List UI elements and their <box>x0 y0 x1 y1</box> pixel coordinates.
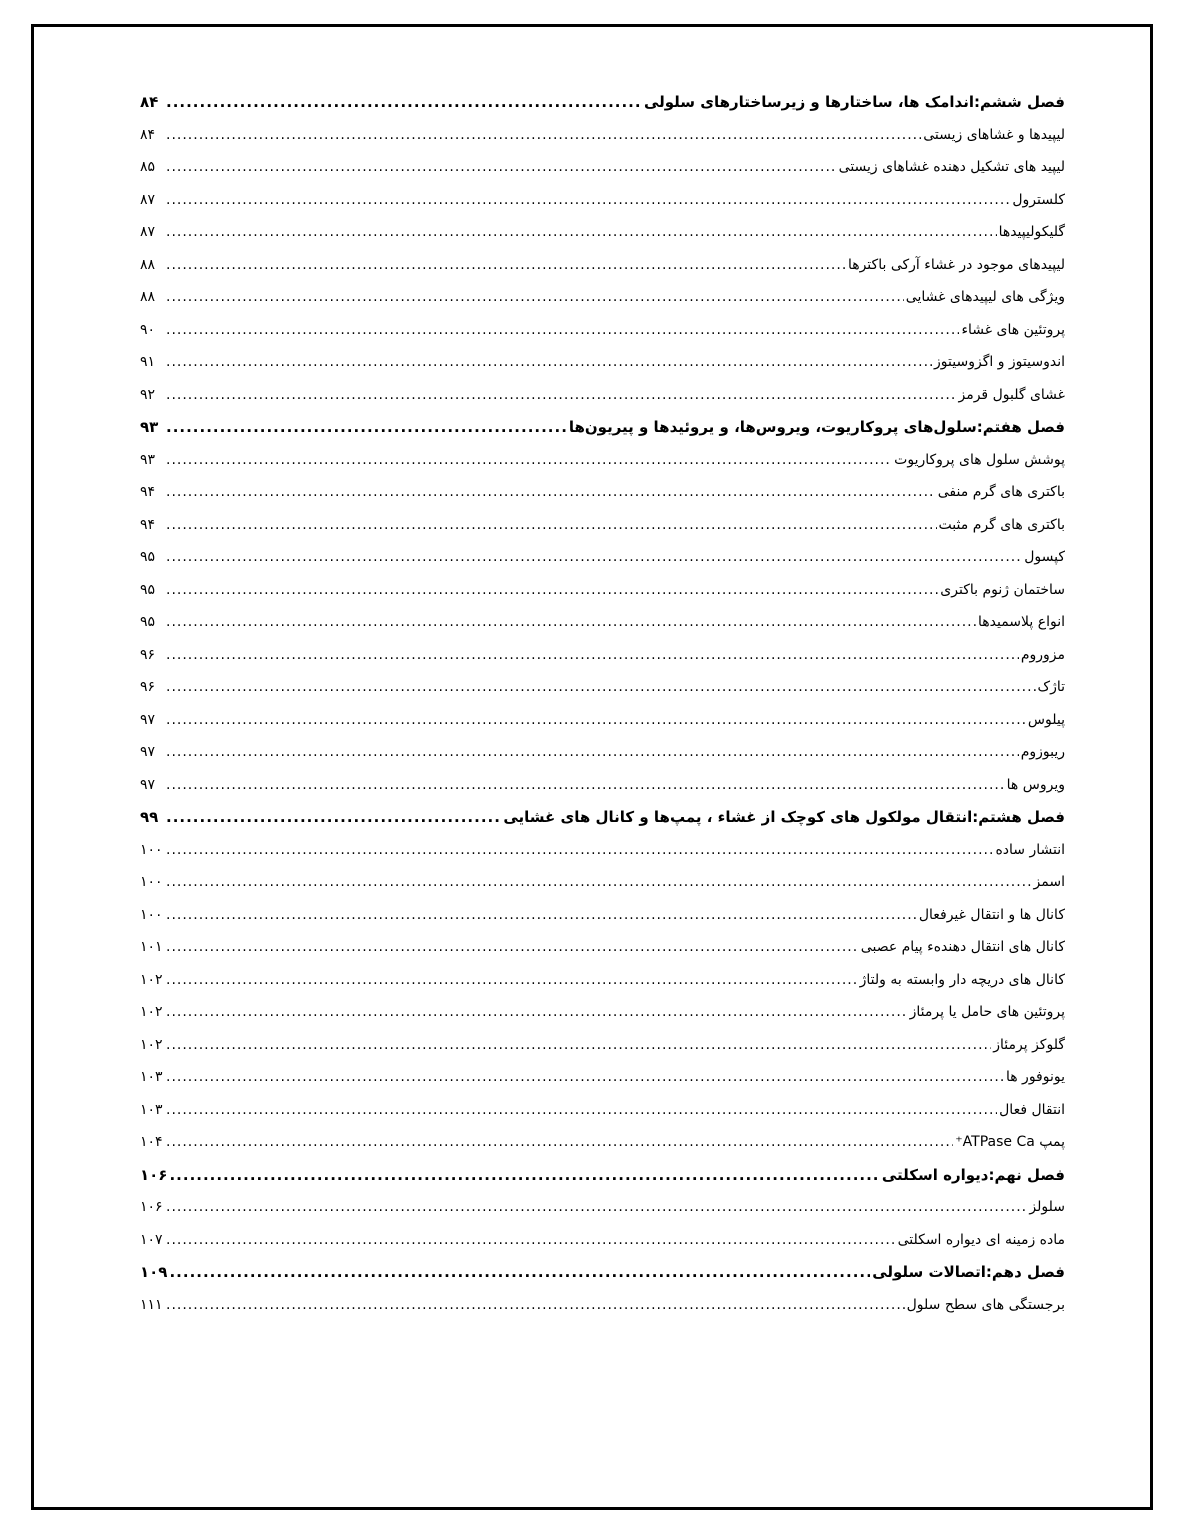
dot-leader <box>164 639 1019 672</box>
dot-leader <box>164 801 501 834</box>
toc-entry-title: فصل نهم:دیواره اسکلتی <box>881 1165 1065 1184</box>
toc-page-number: ۱۰۰ <box>140 874 163 890</box>
toc-entry-title: کانال های انتقال دهندهء پیام عصبی <box>860 939 1065 955</box>
toc-page-number: ۱۰۷ <box>140 1231 163 1248</box>
toc-page-number: ۸۸ <box>140 289 156 305</box>
toc-page-number: ۹۲ <box>140 386 156 403</box>
toc-entry[interactable] <box>140 1029 1065 1062</box>
toc-entry-title: انتقال فعال <box>999 1101 1065 1118</box>
dot-leader <box>164 671 1036 704</box>
dot-leader <box>164 736 1019 769</box>
toc-page-number: ۱۰۶ <box>140 1165 168 1184</box>
toc-entry[interactable] <box>140 1094 1065 1127</box>
toc-entry[interactable] <box>140 444 1065 477</box>
dot-leader <box>164 184 1010 217</box>
toc-entry-title: انتشار ساده <box>995 841 1065 858</box>
toc-entry[interactable] <box>140 1224 1065 1257</box>
toc-entry-title: کپسول <box>1024 549 1065 565</box>
toc-page-number: ۹۹ <box>140 808 159 826</box>
toc-entry-title: گلیکولیپیدها <box>998 224 1065 240</box>
dot-leader <box>164 314 959 347</box>
dot-leader <box>164 1191 1027 1224</box>
toc-chapter-entry[interactable] <box>140 411 1065 444</box>
toc-entry-title: مزوروم <box>1020 646 1065 663</box>
dot-leader <box>167 1256 870 1289</box>
toc-page-number: ۹۱ <box>140 354 156 370</box>
toc-entry[interactable] <box>140 379 1065 412</box>
toc-entry[interactable] <box>140 346 1065 379</box>
toc-page-number: ۱۰۲ <box>140 971 163 988</box>
toc-entry-title: لیپیدهای موجود در غشاء آرکی باکترها <box>847 256 1065 273</box>
toc-entry-title: ویروس ها <box>1006 776 1065 793</box>
toc-page-number: ۱۰۶ <box>140 1199 163 1215</box>
toc-entry-title: یونوفور ها <box>1005 1069 1065 1085</box>
toc-chapter-entry[interactable] <box>140 1159 1065 1192</box>
toc-entry-title: فصل هشتم:انتقال مولکول های کوچک از غشاء ، پمپ‌ها و کانال های غشایی <box>503 808 1065 826</box>
toc-entry-title: فصل هفتم:سلول‌های پروکاریوت، ویروس‌ها، و یروئیدها و پیریون‌ها <box>568 418 1065 436</box>
toc-entry-title: انواع پلاسمیدها <box>977 614 1065 630</box>
toc-page-number: ۸۷ <box>140 191 156 208</box>
toc-entry[interactable] <box>140 996 1065 1029</box>
toc-entry[interactable] <box>140 541 1065 574</box>
toc-entry-title: سلولز <box>1029 1199 1065 1215</box>
toc-entry-title: باکتری های گرم منفی <box>937 484 1065 500</box>
toc-entry[interactable] <box>140 671 1065 704</box>
dot-leader <box>167 1159 879 1192</box>
toc-page-number: ۸۴ <box>140 93 159 111</box>
toc-entry[interactable] <box>140 314 1065 347</box>
toc-chapter-entry[interactable] <box>140 801 1065 834</box>
toc-entry[interactable] <box>140 866 1065 899</box>
dot-leader <box>164 931 859 964</box>
toc-entry[interactable] <box>140 151 1065 184</box>
toc-page-number: ۹۳ <box>140 418 159 436</box>
toc-entry-title: لیپید های تشکیل دهنده غشاهای زیستی <box>838 159 1065 175</box>
toc-chapter-entry[interactable] <box>140 1256 1065 1289</box>
dot-leader <box>164 899 917 932</box>
toc-page-number: ۸۵ <box>140 159 156 175</box>
dot-leader <box>164 216 997 249</box>
dot-leader <box>164 996 908 1029</box>
dot-leader <box>164 119 921 152</box>
toc-page-number: ۸۴ <box>140 126 156 143</box>
toc-entry[interactable] <box>140 639 1065 672</box>
dot-leader <box>164 86 642 119</box>
toc-entry-title: پمپ ATPase Ca⁺ <box>955 1134 1065 1150</box>
toc-entry[interactable] <box>140 119 1065 152</box>
dot-leader <box>164 964 858 997</box>
toc-entry-title: پوشش سلول های پروکاریوت <box>894 451 1065 468</box>
dot-leader <box>164 1224 896 1257</box>
toc-entry-title: پیلوس <box>1027 711 1065 728</box>
toc-entry-title: باکتری های گرم مثبت <box>938 516 1065 533</box>
dot-leader <box>164 249 846 282</box>
toc-entry-title: فصل ششم:اندامک ها، ساختارها و زیرساختارهای سلولی <box>643 93 1065 111</box>
toc-entry[interactable] <box>140 704 1065 737</box>
dot-leader <box>164 411 567 444</box>
dot-leader <box>164 541 1022 574</box>
toc-entry[interactable] <box>140 736 1065 769</box>
toc-page-number: ۱۰۰ <box>140 841 163 858</box>
toc-page-number: ۱۰۲ <box>140 1004 163 1020</box>
toc-page-number: ۹۳ <box>140 451 156 468</box>
dot-leader <box>164 574 938 607</box>
toc-entry-title: لیپیدها و غشاهای زیستی <box>923 126 1065 143</box>
toc-entry-title: اسمز <box>1033 874 1065 890</box>
toc-entry-title: ریبوزوم <box>1020 744 1065 760</box>
toc-entry[interactable] <box>140 1191 1065 1224</box>
toc-entry-title: کانال های دریچه دار وابسته به ولتاژ <box>859 971 1065 988</box>
toc-entry-title: ماده زمینه ای دیواره اسکلتی <box>897 1231 1065 1248</box>
dot-leader <box>164 151 837 184</box>
toc-entry[interactable] <box>140 574 1065 607</box>
toc-entry-title: ویژگی های لیپیدهای غشایی <box>905 289 1065 305</box>
toc-page-number: ۹۶ <box>140 646 156 663</box>
toc-page-number: ۹۷ <box>140 744 156 760</box>
dot-leader <box>164 769 1005 802</box>
toc-page-number: ۸۷ <box>140 224 156 240</box>
toc-entry-title: کانال ها و انتقال غیرفعال <box>918 906 1065 923</box>
dot-leader <box>164 1061 1004 1094</box>
toc-entry[interactable] <box>140 931 1065 964</box>
toc-page-number: ۱۰۲ <box>140 1036 163 1053</box>
dot-leader <box>164 379 956 412</box>
dot-leader <box>164 281 904 314</box>
toc-entry-title: پروتئین های حامل یا پرمئاز <box>909 1004 1065 1020</box>
dot-leader <box>164 1126 953 1159</box>
toc-entry[interactable] <box>140 964 1065 997</box>
toc-entry[interactable] <box>140 769 1065 802</box>
toc-entry-title: اندوسیتوز و اگزوسیتوز <box>934 354 1065 370</box>
dot-leader <box>164 834 993 867</box>
toc-page-number: ۹۴ <box>140 484 156 500</box>
toc-entry-title: ساختمان ژنوم باکتری <box>940 581 1065 598</box>
toc-entry-title: گلوکز پرمئاز <box>993 1036 1065 1053</box>
toc-page-number: ۹۵ <box>140 614 156 630</box>
toc-entry[interactable] <box>140 1061 1065 1094</box>
toc-entry[interactable] <box>140 184 1065 217</box>
toc-page-number: ۸۸ <box>140 256 156 273</box>
toc-entry[interactable] <box>140 606 1065 639</box>
dot-leader <box>164 1029 991 1062</box>
toc-page-number: ۹۶ <box>140 679 156 695</box>
dot-leader <box>164 1094 997 1127</box>
toc-page-number: ۱۰۴ <box>140 1134 163 1150</box>
toc-entry-title: پروتئین های غشاء <box>961 321 1065 338</box>
toc-page-number: ۹۷ <box>140 776 156 793</box>
toc-entry[interactable] <box>140 476 1065 509</box>
toc-entry-title: تاژک <box>1037 679 1065 695</box>
toc-entry-title: غشای گلبول قرمز <box>958 386 1065 403</box>
dot-leader <box>164 1289 905 1322</box>
toc-entry-title: فصل دهم:اتصالات سلولی <box>872 1263 1065 1281</box>
toc-page-number: ۹۷ <box>140 711 156 728</box>
toc-page-number: ۹۰ <box>140 321 156 338</box>
toc-page-number: ۹۵ <box>140 549 156 565</box>
toc-entry[interactable] <box>140 1126 1065 1159</box>
toc-entry[interactable] <box>140 509 1065 542</box>
toc-page-number: ۹۵ <box>140 581 156 598</box>
toc-entry[interactable] <box>140 249 1065 282</box>
table-of-contents <box>140 86 1065 1321</box>
toc-entry[interactable] <box>140 1289 1065 1322</box>
toc-entry-title: کلسترول <box>1012 191 1065 208</box>
toc-page-number: ۹۴ <box>140 516 156 533</box>
dot-leader <box>164 444 892 477</box>
dot-leader <box>164 704 1026 737</box>
toc-chapter-entry[interactable] <box>140 86 1065 119</box>
dot-leader <box>164 606 976 639</box>
toc-entry[interactable] <box>140 216 1065 249</box>
toc-entry[interactable] <box>140 281 1065 314</box>
toc-page-number: ۱۰۹ <box>140 1263 168 1281</box>
toc-page-number: ۱۰۰ <box>140 906 163 923</box>
toc-page-number: ۱۰۱ <box>140 939 163 955</box>
toc-entry[interactable] <box>140 899 1065 932</box>
toc-entry[interactable] <box>140 834 1065 867</box>
dot-leader <box>164 866 1032 899</box>
toc-page-number: ۱۰۳ <box>140 1101 163 1118</box>
dot-leader <box>164 346 932 379</box>
dot-leader <box>164 476 936 509</box>
toc-page-number: ۱۱۱ <box>140 1296 163 1313</box>
toc-entry-title: برجستگی های سطح سلول <box>906 1296 1065 1313</box>
dot-leader <box>164 509 937 542</box>
toc-page-number: ۱۰۳ <box>140 1069 163 1085</box>
